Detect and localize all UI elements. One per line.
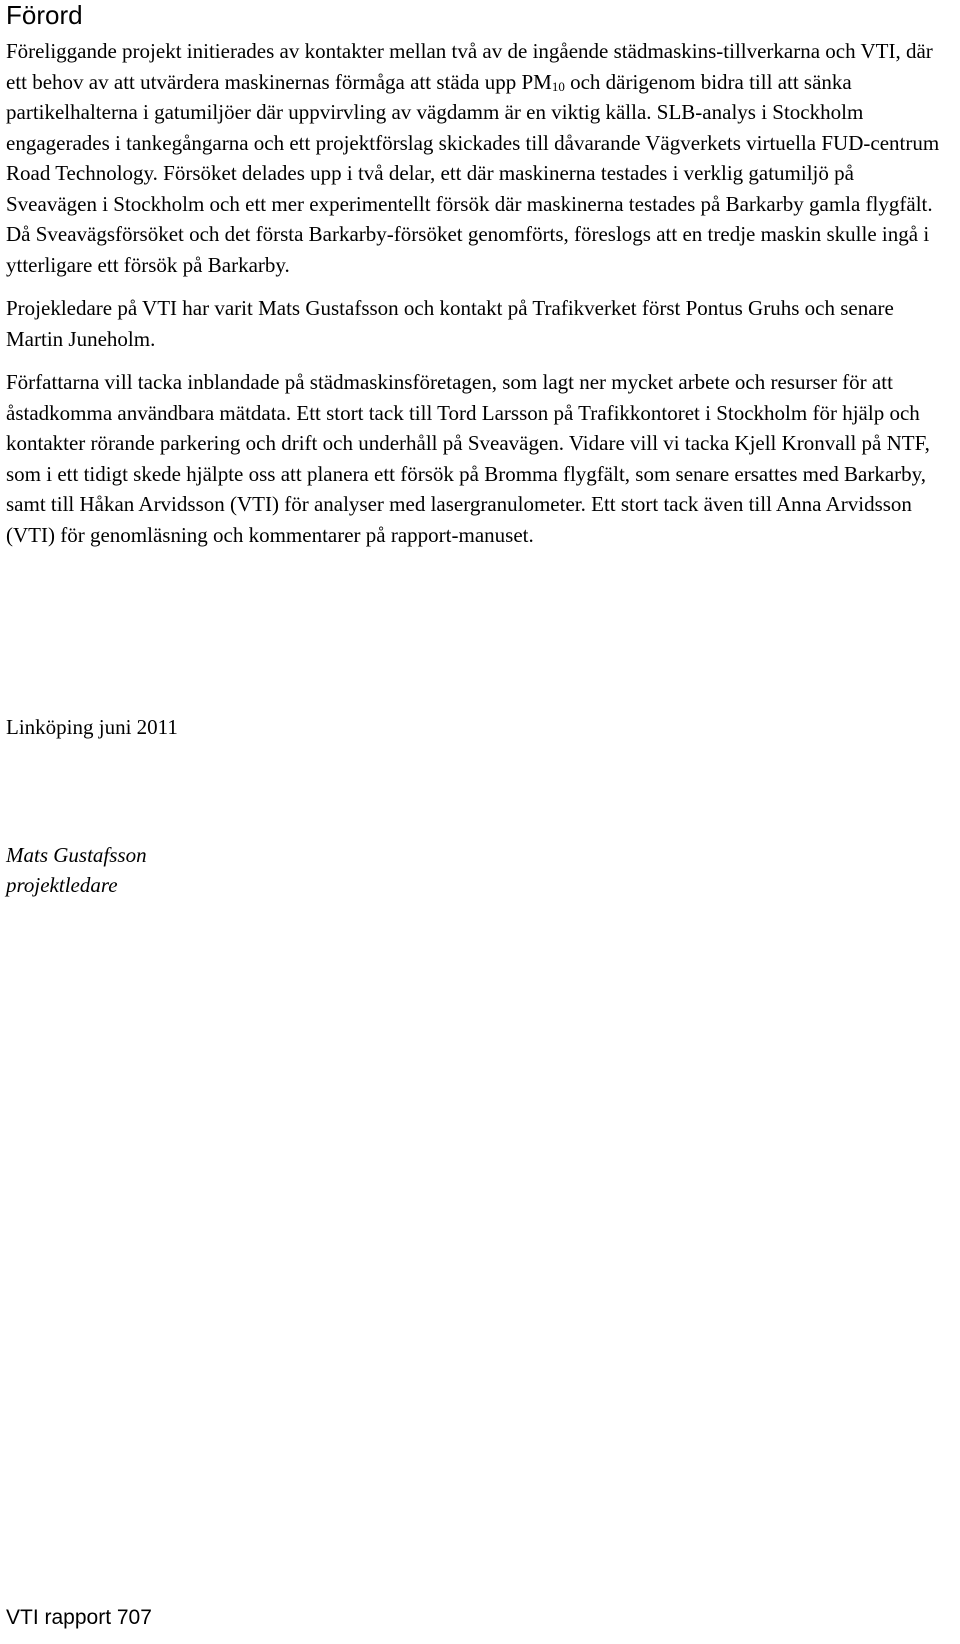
paragraph-intro-part2: och därigenom bidra till att sänka partikelhalterna i gatumiljöer där uppvirvling av vägdamm är en viktig källa. SLB-analys i Stockholm engagerades i tankegångarna och ett projektförslag skickades till dåvarande Vägverkets virtuella FUD-centrum Road Technology. Försöket delades upp i två delar, ett där maskinerna testades i verklig gatumiljö på Sveavägen i Stockholm och ett mer experimentellt försök där maskinerna testades på Barkarby gamla flygfält. Då Sveavägsförsöket och det första Barkarby-försöket genomförts, föreslogs att en tredje maskin skulle ingå i ytterligare ett försök på Barkarby. <box>6 69 940 277</box>
signature-name: Mats Gustafsson <box>6 843 147 867</box>
signature-block <box>6 840 147 900</box>
pm10-subscript: 10 <box>551 78 565 94</box>
place-date: Linköping juni 2011 <box>6 715 178 739</box>
body-text <box>6 36 946 563</box>
paragraph-intro-part1: Föreliggande projekt initierades av kontakter mellan två av de ingående städmaskins-tillverkarna och VTI, där ett behov av att utvärdera maskinernas förmåga att städa upp PM <box>6 39 933 94</box>
paragraph-intro <box>6 36 946 280</box>
paragraph-acknowledgements: Författarna vill tacka inblandade på städmaskinsföretagen, som lagt ner mycket arbete och resurser för att åstadkomma användbara mätdata. Ett stort tack till Tord Larsson på Trafikkontoret i Stockholm för hjälp och kontakter rörande parkering och drift och underhåll på Sveavägen. Vidare vill vi tacka Kjell Kronvall på NTF, som i ett tidigt skede hjälpte oss att planera ett försök på Bromma flygfält, som senare ersattes med Barkarby, samt till Håkan Arvidsson (VTI) för analyser med lasergranulometer. Ett stort tack även till Anna Arvidsson (VTI) för genomläsning och kommentarer på rapport-manuset. <box>6 370 930 547</box>
paragraph-project-leader: Projekledare på VTI har varit Mats Gustafsson och kontakt på Trafikverket först Pontus Gruhs och senare Martin Juneholm. <box>6 296 894 351</box>
page-footer: VTI rapport 707 <box>6 1606 152 1629</box>
signature-role: projektledare <box>6 873 118 897</box>
page-title: Förord <box>6 0 83 30</box>
